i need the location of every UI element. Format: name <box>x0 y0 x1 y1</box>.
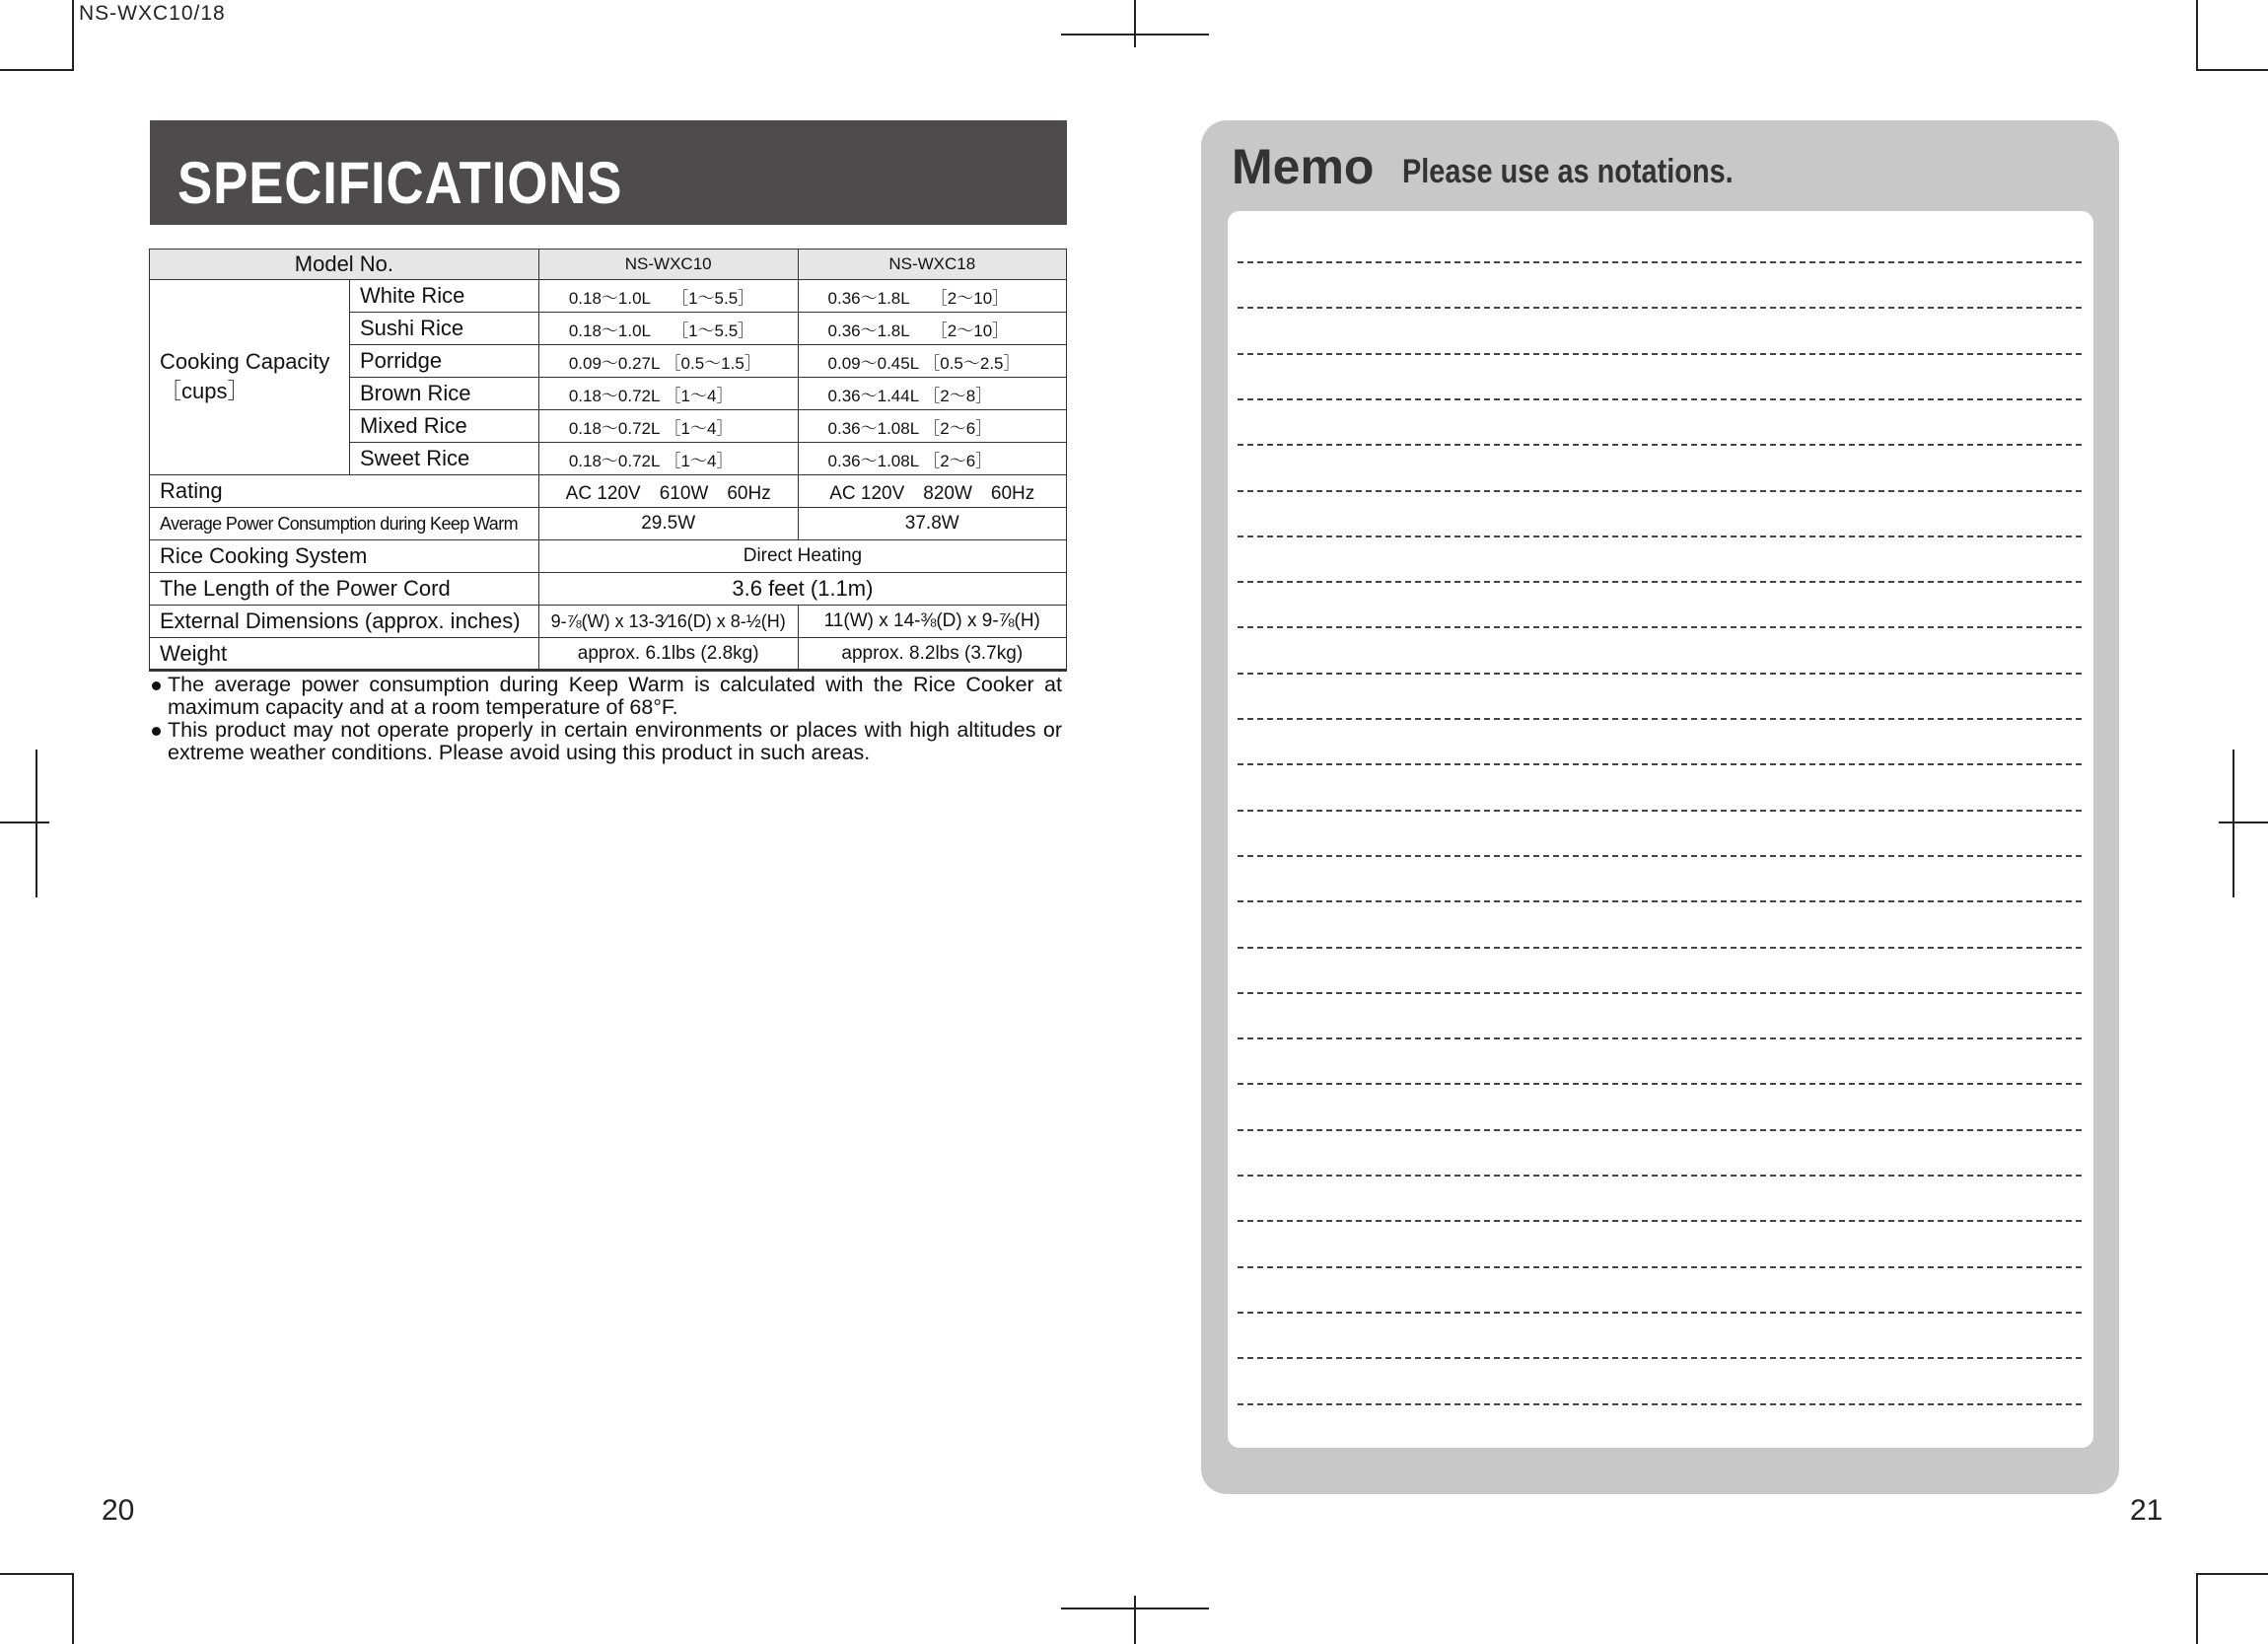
table-row <box>150 638 1067 671</box>
memo-dashed-line <box>1238 992 2082 994</box>
system-label: Rice Cooking System <box>150 540 539 573</box>
capacity-value: 0.18～0.72L ［1～4］ <box>538 378 798 410</box>
page-number-left: 20 <box>102 1494 135 1527</box>
weight-label: Weight <box>150 638 539 671</box>
capacity-value: 0.09～0.27L ［0.5～1.5］ <box>538 345 798 378</box>
capacity-value: 0.18～0.72L ［1～4］ <box>538 443 798 475</box>
memo-title: Memo <box>1232 139 1375 194</box>
capacity-label: Cooking Capacity <box>160 349 330 374</box>
table-row <box>150 606 1067 638</box>
memo-dashed-line <box>1238 1266 2082 1268</box>
dimensions-label: External Dimensions (approx. inches) <box>150 606 539 638</box>
memo-dashed-line <box>1238 1037 2082 1039</box>
menu-name: Mixed Rice <box>349 410 538 443</box>
memo-dashed-line <box>1238 398 2082 400</box>
menu-name: Brown Rice <box>349 378 538 410</box>
rating-value: AC 120V 820W 60Hz <box>798 475 1066 508</box>
memo-dashed-line <box>1238 900 2082 902</box>
dimensions-value: 11(W) x 14-⅜(D) x 9-⅞(H) <box>798 606 1066 638</box>
rating-label: Rating <box>150 475 539 508</box>
capacity-value: 0.36～1.08L ［2～6］ <box>798 410 1066 443</box>
memo-dashed-line <box>1238 353 2082 355</box>
menu-name: Porridge <box>349 345 538 378</box>
capacity-value: 0.36～1.08L ［2～6］ <box>798 443 1066 475</box>
memo-dashed-line <box>1238 1129 2082 1131</box>
capacity-value: 0.18～1.0L ［1～5.5］ <box>538 280 798 313</box>
capacity-value: 0.18～0.72L ［1～4］ <box>538 410 798 443</box>
keep-warm-value: 37.8W <box>798 508 1066 540</box>
table-header-row <box>150 250 1067 280</box>
memo-dashed-line <box>1238 763 2082 765</box>
system-value: Direct Heating <box>538 540 1066 573</box>
table-row <box>150 475 1067 508</box>
menu-name: Sweet Rice <box>349 443 538 475</box>
page-title: SPECIFICATIONS <box>177 150 623 216</box>
memo-dashed-line <box>1238 1220 2082 1222</box>
note-item: This product may not operate properly in certain environments or places with high altitudes or extreme weather conditions. Please avoid using this product in such areas. <box>150 719 1062 764</box>
rating-value: AC 120V 610W 60Hz <box>538 475 798 508</box>
memo-dashed-line <box>1238 673 2082 675</box>
memo-dashed-line <box>1238 536 2082 537</box>
weight-value: approx. 8.2lbs (3.7kg) <box>798 638 1066 671</box>
capacity-value: 0.09～0.45L ［0.5～2.5］ <box>798 345 1066 378</box>
specifications-table <box>149 249 1067 672</box>
memo-dashed-line <box>1238 444 2082 446</box>
capacity-value: 0.36～1.44L ［2～8］ <box>798 378 1066 410</box>
cord-value: 3.6 feet (1.1m) <box>538 573 1066 606</box>
capacity-value: 0.18～1.0L ［1～5.5］ <box>538 313 798 345</box>
table-row <box>150 508 1067 540</box>
memo-dashed-line <box>1238 810 2082 812</box>
memo-dashed-line <box>1238 581 2082 583</box>
memo-dashed-line <box>1238 307 2082 309</box>
notes <box>150 674 1062 764</box>
keep-warm-label: Average Power Consumption during Keep Warm <box>150 508 539 540</box>
menu-name: Sushi Rice <box>349 313 538 345</box>
memo-dashed-line <box>1238 261 2082 263</box>
model-no-label: Model No. <box>150 250 539 280</box>
memo-dashed-line <box>1238 947 2082 949</box>
note-item: The average power consumption during Keep Warm is calculated with the Rice Cooker at maximum capacity and at a room temperature of 68°F. <box>150 674 1062 719</box>
memo-dashed-line <box>1238 626 2082 628</box>
capacity-value: 0.36～1.8L ［2～10］ <box>798 313 1066 345</box>
table-row <box>150 573 1067 606</box>
page-number-right: 21 <box>2130 1494 2163 1527</box>
capacity-value: 0.36～1.8L ［2～10］ <box>798 280 1066 313</box>
model-wxc18: NS-WXC18 <box>798 250 1066 280</box>
cord-label: The Length of the Power Cord <box>150 573 539 606</box>
memo-dashed-line <box>1238 490 2082 492</box>
capacity-unit: ［cups］ <box>160 379 249 403</box>
memo-dashed-line <box>1238 1312 2082 1314</box>
memo-dashed-line <box>1238 1357 2082 1359</box>
memo-dashed-line <box>1238 718 2082 720</box>
keep-warm-value: 29.5W <box>538 508 798 540</box>
menu-name: White Rice <box>349 280 538 313</box>
dimensions-value: 9-⅞(W) x 13-3⁄16(D) x 8-½(H) <box>538 606 798 638</box>
memo-subtitle: Please use as notations. <box>1402 153 1734 190</box>
memo-dashed-line <box>1238 1403 2082 1405</box>
document-id: NS-WXC10/18 <box>79 2 226 25</box>
memo-dashed-line <box>1238 1175 2082 1177</box>
model-wxc10: NS-WXC10 <box>538 250 798 280</box>
weight-value: approx. 6.1lbs (2.8kg) <box>538 638 798 671</box>
table-row <box>150 280 1067 313</box>
memo-dashed-line <box>1238 1083 2082 1085</box>
memo-writing-area[interactable] <box>1228 211 2093 1448</box>
section-header <box>150 120 1067 225</box>
table-row <box>150 540 1067 573</box>
memo-dashed-line <box>1238 855 2082 857</box>
cooking-capacity-label <box>150 280 350 475</box>
